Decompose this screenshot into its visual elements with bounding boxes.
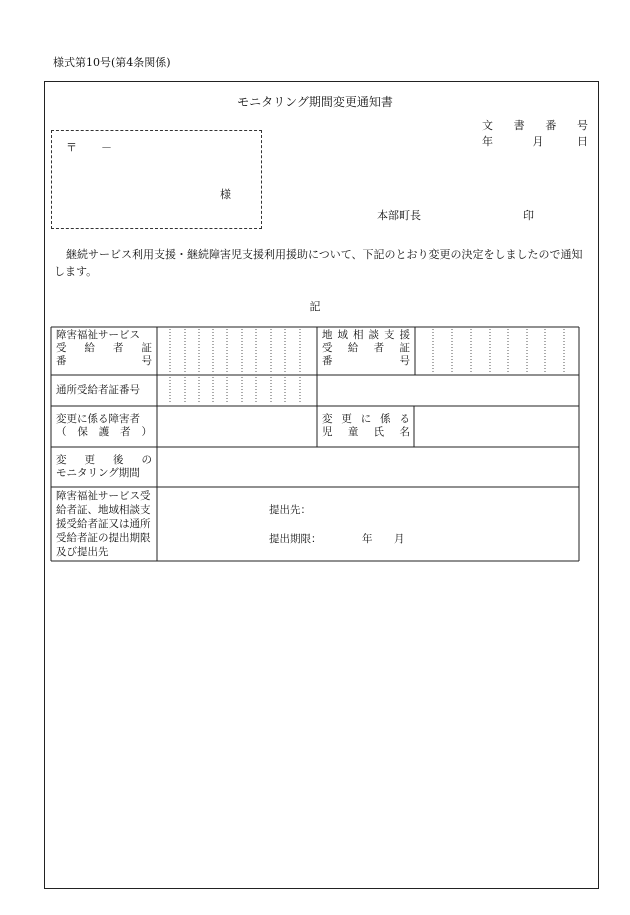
form-number: 様式第10号(第4条関係)	[53, 56, 171, 69]
doc-number-char: 書	[513, 119, 525, 132]
r1r-char: 援	[399, 329, 410, 341]
postal-mark: 〒	[66, 141, 77, 154]
r3r-char: 変	[322, 413, 333, 425]
doc-date-day: 日	[577, 135, 588, 148]
r3r-char: る	[399, 413, 410, 425]
r1-label-line3	[56, 355, 152, 368]
deadline-label: 提出期限：	[269, 533, 322, 545]
r3-right-label	[322, 413, 410, 439]
r1r-char: 証	[399, 342, 410, 354]
r1-label-line1: 障害福祉サービス	[56, 329, 140, 341]
r4-char: 後	[113, 454, 124, 466]
addressee-honorific: 様	[220, 188, 231, 201]
r5-label	[56, 489, 156, 559]
r3r-char: 童	[347, 426, 359, 438]
r1-char: 者	[113, 342, 124, 354]
r3r-char: 更	[341, 413, 352, 425]
r1-char: 証	[141, 342, 152, 354]
r4-char: 更	[84, 454, 95, 466]
r5-label-line: 障害福祉サービス受	[56, 490, 151, 502]
r1-char: 給	[84, 342, 95, 354]
r3r-char: に	[360, 413, 372, 425]
doc-number-char: 文	[482, 119, 493, 132]
r4-label-line2: モニタリング期間	[56, 467, 140, 479]
r3-char: ）	[141, 426, 152, 438]
doc-date-month: 月	[532, 135, 544, 148]
r1r-char: 談	[368, 329, 379, 341]
r3-char: 保	[77, 426, 88, 438]
r1-char: 号	[141, 355, 152, 367]
r3r-char: 氏	[373, 426, 385, 438]
r1-char: 番	[56, 355, 67, 367]
r3-char: （	[56, 426, 67, 438]
r2-label: 通所受給者証番号	[56, 384, 140, 396]
r5-label-line: 給者証、地域相談支	[56, 504, 151, 516]
r1-right-line3	[322, 355, 410, 368]
r1-label	[56, 329, 152, 368]
r1r-char: 者	[373, 342, 385, 354]
doc-number-char: 番	[545, 119, 557, 132]
r5-label-line: 援受給者証又は通所	[56, 518, 151, 530]
r4-char: の	[141, 454, 152, 466]
doc-date-year: 年	[482, 135, 493, 148]
document-date-label	[482, 133, 588, 149]
r3-label	[56, 413, 152, 439]
body-text: 継続サービス利用支援・継続障害児支援利用援助について、下記のとおり変更の決定をしましたので通知します。	[54, 248, 583, 278]
deadline-year: 年	[362, 533, 373, 545]
r1-right-line1	[322, 329, 410, 342]
r5-label-line: 受給者証の提出期限	[56, 532, 151, 544]
sender-name: 本部町長	[377, 209, 421, 222]
r4-char: 変	[56, 454, 67, 466]
r3r-char: 係	[380, 413, 391, 425]
r3-right-line2	[322, 426, 410, 439]
address-box	[51, 130, 262, 229]
r3-label-line1: 変更に係る障害者	[56, 413, 140, 425]
document-title: モニタリング期間変更通知書	[237, 95, 393, 109]
r3-right-line1	[322, 413, 410, 426]
r1r-char: 給	[347, 342, 359, 354]
r3r-char: 児	[322, 426, 333, 438]
document-number-label	[482, 117, 588, 133]
r4-label	[56, 454, 152, 480]
r1-label-line2	[56, 342, 152, 355]
r1r-char: 番	[322, 355, 333, 367]
r5-label-line: 及び提出先	[56, 546, 109, 558]
r1r-char: 号	[399, 355, 410, 367]
r3r-char: 名	[399, 426, 410, 438]
r1r-char: 地	[322, 329, 333, 341]
r1-right-label	[322, 329, 410, 368]
r1-char: 受	[56, 342, 67, 354]
deadline-month: 月	[394, 533, 405, 545]
postal-dash: －	[101, 141, 112, 154]
r1r-char: 支	[384, 329, 395, 341]
r1r-char: 受	[322, 342, 333, 354]
r3-char: 護	[98, 426, 110, 438]
r1-right-line2	[322, 342, 410, 355]
r1r-char: 域	[337, 329, 348, 341]
r3-label-line2	[56, 426, 152, 439]
r3-char: 者	[120, 426, 131, 438]
r4-label-line1	[56, 454, 152, 467]
doc-number-char: 号	[576, 119, 588, 132]
submit-to-label: 提出先：	[269, 504, 311, 516]
r1r-char: 相	[353, 329, 364, 341]
ki-heading: 記	[309, 300, 321, 313]
seal-mark: 印	[523, 209, 534, 222]
